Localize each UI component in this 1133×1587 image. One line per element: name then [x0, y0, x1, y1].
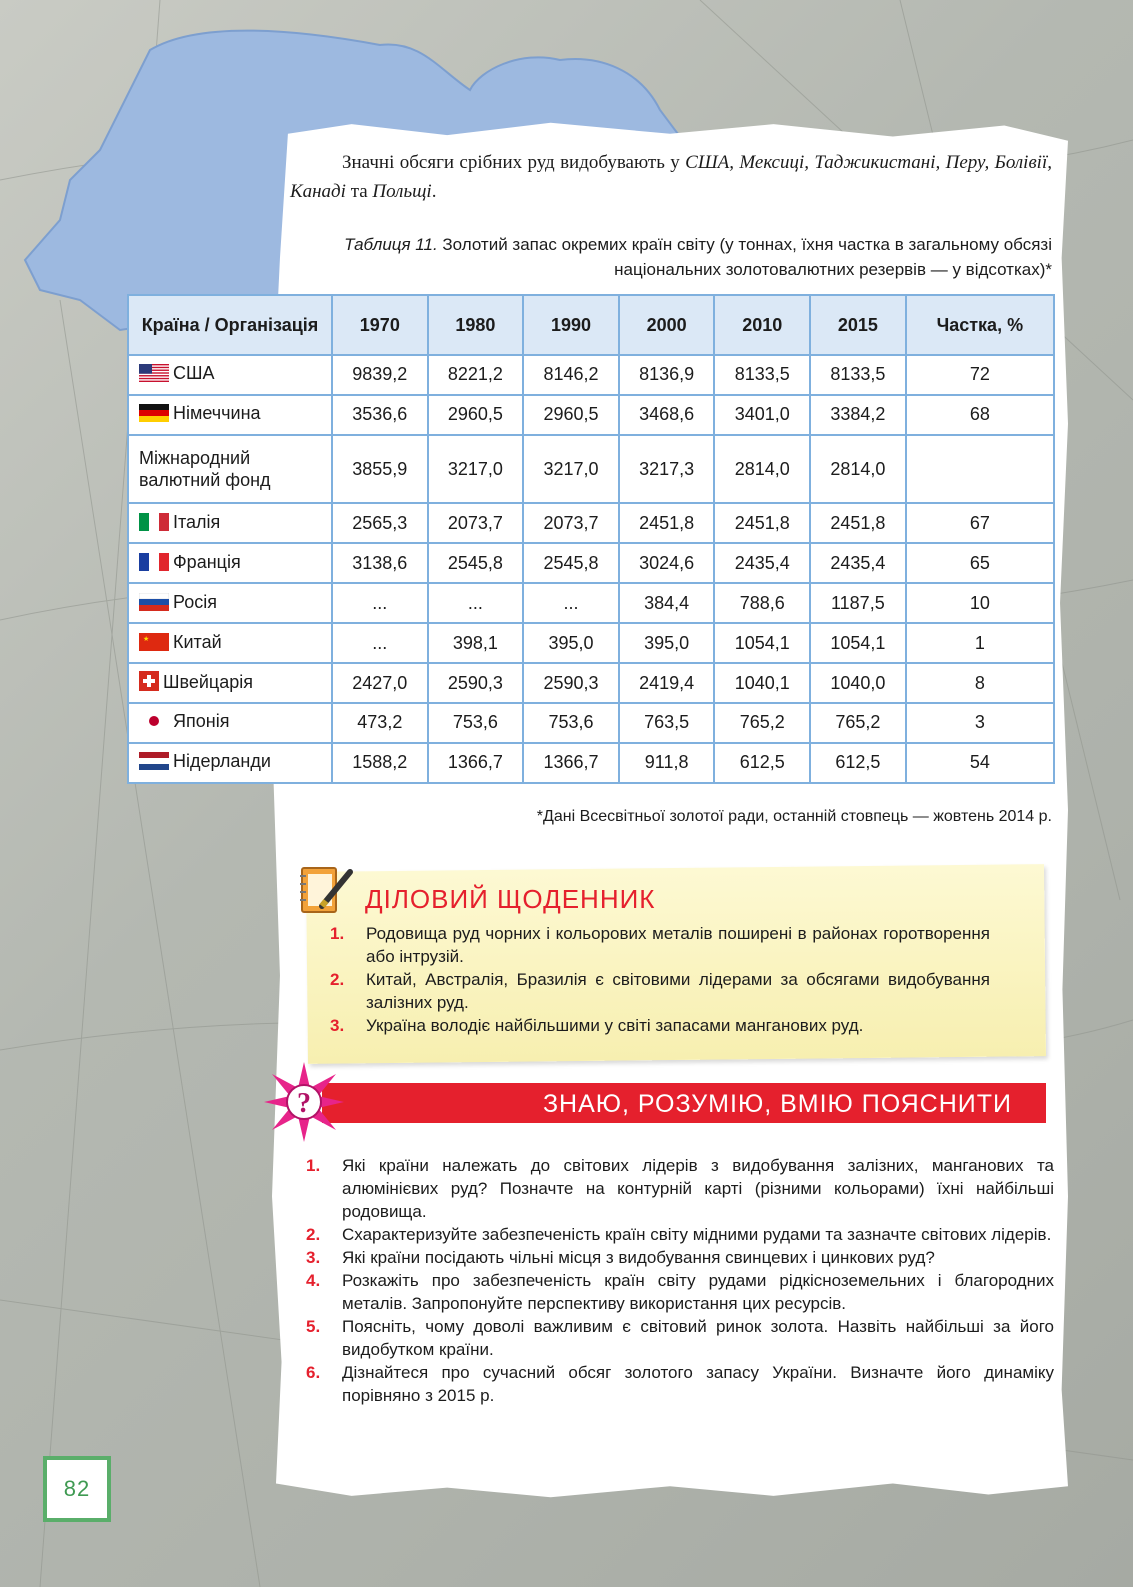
intro-last-country: Польщі [372, 181, 432, 202]
table-caption-text: Золотий запас окремих країн світу (у тоннах, їхня частка в загальному обсязі національних золотовалютних резервів — у відсотках)* [437, 235, 1052, 279]
value-cell: 3401,0 [714, 395, 810, 435]
country-name: Китай [173, 631, 222, 652]
value-cell: 3536,6 [332, 395, 428, 435]
value-cell: 395,0 [619, 623, 715, 663]
diary-title: ДІЛОВИЙ ЩОДЕННИК [365, 884, 656, 914]
value-cell: 2545,8 [523, 543, 619, 583]
flag-italy-icon [139, 515, 169, 535]
value-cell: 3217,3 [619, 435, 715, 503]
value-cell: 8221,2 [428, 355, 524, 395]
country-cell [128, 435, 332, 503]
value-cell: 3468,6 [619, 395, 715, 435]
country-cell [128, 395, 332, 435]
value-cell: 8133,5 [714, 355, 810, 395]
item-text: Розкажіть про забезпеченість країн світу рудами рідкісноземельних і благородних металів. Запропонуйте перспективу використання цих ресурсів. [342, 1271, 1054, 1313]
intro-paragraph: Значні обсяги срібних руд видобувають у США, Мексиці, Таджикистані, Перу, Болівії, Канаді та Польщі. [290, 152, 1052, 202]
value-cell: 1588,2 [332, 743, 428, 783]
value-cell: 2590,3 [523, 663, 619, 703]
list-item [306, 1361, 1054, 1407]
know-section-title: ЗНАЮ, РОЗУМІЮ, ВМІЮ ПОЯСНИТИ [542, 1090, 1012, 1118]
country-name: Міжнародний валютний фонд [139, 448, 271, 491]
country-cell [128, 503, 332, 543]
item-text: Схарактеризуйте забезпеченість країн світу мідними рудами та зазначте світових лідерів. [342, 1225, 1052, 1244]
item-number: 2. [306, 1225, 321, 1244]
country-name: Німеччина [173, 403, 261, 424]
item-text: Які країни належать до світових лідерів з видобування залізних, манганових та алюмінієвих руд? Позначте на контурній карті (різними кольорами) їхні найбільші родовища. [342, 1156, 1054, 1221]
table-row [128, 583, 1054, 623]
value-cell: 2427,0 [332, 663, 428, 703]
value-cell: 788,6 [714, 583, 810, 623]
item-number: 1. [306, 1156, 321, 1175]
country-name: Японія [173, 711, 230, 732]
table-header-row [128, 295, 1054, 355]
value-cell: 3855,9 [332, 435, 428, 503]
value-cell: 765,2 [810, 703, 906, 743]
header-2015: 2015 [810, 295, 906, 355]
value-cell: 1366,7 [523, 743, 619, 783]
table-row [128, 663, 1054, 703]
item-number: 4. [306, 1271, 321, 1290]
table-row [128, 435, 1054, 503]
list-item [306, 1315, 1054, 1361]
header-country: Країна / Організація [128, 295, 332, 355]
value-cell: 8 [906, 663, 1054, 703]
value-cell: 2419,4 [619, 663, 715, 703]
item-number: 1. [330, 924, 345, 943]
item-number: 2. [330, 970, 345, 989]
header-2010: 2010 [714, 295, 810, 355]
value-cell: 473,2 [332, 703, 428, 743]
value-cell: 911,8 [619, 743, 715, 783]
value-cell: ... [428, 583, 524, 623]
value-cell: 2590,3 [428, 663, 524, 703]
country-cell [128, 743, 332, 783]
table-row [128, 743, 1054, 783]
header-share: Частка, % [906, 295, 1054, 355]
country-cell [128, 583, 332, 623]
flag-china-icon [139, 635, 169, 655]
value-cell: 1054,1 [714, 623, 810, 663]
item-number: 3. [330, 1016, 345, 1035]
flag-usa-icon [139, 366, 169, 386]
value-cell: 2451,8 [810, 503, 906, 543]
value-cell: ... [523, 583, 619, 623]
question-star-icon [262, 1060, 346, 1149]
notebook-pen-icon [296, 862, 354, 925]
country-name: Франція [173, 551, 241, 572]
flag-russia-icon [139, 595, 169, 615]
country-name: США [173, 363, 215, 384]
header-1970: 1970 [332, 295, 428, 355]
value-cell: 763,5 [619, 703, 715, 743]
header-1980: 1980 [428, 295, 524, 355]
value-cell: 2960,5 [428, 395, 524, 435]
value-cell: 2814,0 [810, 435, 906, 503]
value-cell: 68 [906, 395, 1054, 435]
value-cell: 2073,7 [523, 503, 619, 543]
value-cell: 753,6 [523, 703, 619, 743]
table-row [128, 503, 1054, 543]
value-cell: 612,5 [810, 743, 906, 783]
value-cell: 67 [906, 503, 1054, 543]
list-item [306, 1223, 1054, 1246]
value-cell: 765,2 [714, 703, 810, 743]
value-cell: 8146,2 [523, 355, 619, 395]
value-cell: ... [332, 623, 428, 663]
table-row [128, 395, 1054, 435]
value-cell: 3138,6 [332, 543, 428, 583]
value-cell: 3 [906, 703, 1054, 743]
table-row [128, 355, 1054, 395]
country-cell [128, 623, 332, 663]
diary-list [330, 922, 990, 1037]
value-cell: 1187,5 [810, 583, 906, 623]
country-name: Швейцарія [163, 671, 253, 692]
value-cell: 8133,5 [810, 355, 906, 395]
list-item [330, 968, 990, 1014]
item-text: Поясніть, чому доволі важливим є світовий ринок золота. Назвіть найбільші за його видобутком країни. [342, 1317, 1054, 1359]
flag-germany-icon [139, 406, 169, 426]
table-caption [290, 232, 1052, 282]
value-cell: 2545,8 [428, 543, 524, 583]
flag-netherlands-icon [139, 754, 169, 774]
value-cell: 1 [906, 623, 1054, 663]
country-name: Нідерланди [173, 751, 271, 772]
flag-france-icon [139, 555, 169, 575]
value-cell: 395,0 [523, 623, 619, 663]
value-cell: 2435,4 [714, 543, 810, 583]
item-text: Україна володіє найбільшими у світі запасами манганових руд. [366, 1016, 864, 1035]
svg-text:★: ★ [143, 635, 150, 643]
value-cell: 3217,0 [523, 435, 619, 503]
value-cell [906, 435, 1054, 503]
value-cell: 2814,0 [714, 435, 810, 503]
value-cell: 2451,8 [619, 503, 715, 543]
list-item [306, 1154, 1054, 1223]
value-cell: 2435,4 [810, 543, 906, 583]
table-row [128, 623, 1054, 663]
value-cell: 10 [906, 583, 1054, 623]
item-text: Дізнайтеся про сучасний обсяг золотого запасу України. Визначте його динаміку порівняно з 2015 р. [342, 1363, 1054, 1405]
value-cell: 753,6 [428, 703, 524, 743]
value-cell: 65 [906, 543, 1054, 583]
item-number: 5. [306, 1317, 321, 1336]
value-cell: 3024,6 [619, 543, 715, 583]
country-cell [128, 703, 332, 743]
header-2000: 2000 [619, 295, 715, 355]
country-cell [128, 543, 332, 583]
country-cell [128, 663, 332, 703]
value-cell: 398,1 [428, 623, 524, 663]
value-cell: 1040,0 [810, 663, 906, 703]
value-cell: 9839,2 [332, 355, 428, 395]
value-cell: 8136,9 [619, 355, 715, 395]
value-cell: 612,5 [714, 743, 810, 783]
value-cell: 3217,0 [428, 435, 524, 503]
value-cell: 3384,2 [810, 395, 906, 435]
svg-text:?: ? [297, 1088, 311, 1119]
item-text: Китай, Австралія, Бразилія є світовими лідерами за обсягами видобування залізних руд. [366, 970, 990, 1012]
table-row [128, 703, 1054, 743]
country-name: Росія [173, 591, 217, 612]
value-cell: 2960,5 [523, 395, 619, 435]
item-text: Які країни посідають чільні місця з видобування свинцевих і цинкових руд? [342, 1248, 935, 1267]
value-cell: 72 [906, 355, 1054, 395]
value-cell: ... [332, 583, 428, 623]
list-item [306, 1269, 1054, 1315]
value-cell: 2565,3 [332, 503, 428, 543]
value-cell: 1040,1 [714, 663, 810, 703]
questions-list [306, 1154, 1054, 1407]
gold-reserve-table [127, 294, 1055, 784]
item-number: 3. [306, 1248, 321, 1267]
table-row [128, 543, 1054, 583]
value-cell: 54 [906, 743, 1054, 783]
value-cell: 1366,7 [428, 743, 524, 783]
table-footnote: *Дані Всесвітньої золотої ради, останній стовпець — жовтень 2014 р. [536, 808, 1052, 825]
intro-countries: США, Мексиці, Таджикистані, Перу, Болівії, Канаді [290, 152, 1052, 202]
page-number: 82 [43, 1456, 111, 1522]
list-item [306, 1246, 1054, 1269]
country-name: Італія [173, 511, 221, 532]
value-cell: 384,4 [619, 583, 715, 623]
value-cell: 2073,7 [428, 503, 524, 543]
item-text: Родовища руд чорних і кольорових металів поширені в районах горотворення або інтрузій. [366, 924, 990, 966]
header-1990: 1990 [523, 295, 619, 355]
flag-switzerland-icon [139, 675, 159, 695]
item-number: 6. [306, 1363, 321, 1382]
table-caption-label: Таблиця 11. [344, 235, 438, 254]
value-cell: 2451,8 [714, 503, 810, 543]
list-item [330, 922, 990, 968]
value-cell: 1054,1 [810, 623, 906, 663]
flag-japan-icon [139, 714, 169, 734]
country-cell [128, 355, 332, 395]
list-item [330, 1014, 990, 1037]
